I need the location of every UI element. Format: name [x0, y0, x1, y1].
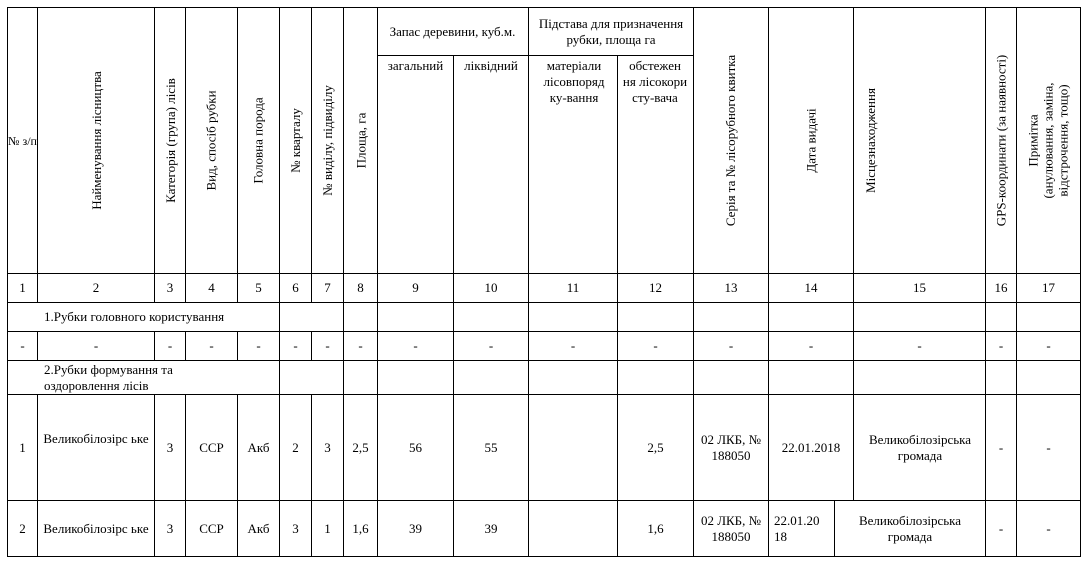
dash-cell: - — [413, 338, 418, 353]
dash-cell: - — [256, 338, 261, 353]
row2-quarter: 3 — [292, 520, 299, 536]
dash-cell: - — [998, 338, 1004, 353]
col-rule — [453, 55, 454, 303]
col-rule — [617, 55, 618, 303]
col-number: 16 — [994, 280, 1008, 295]
row2-note: - — [1046, 520, 1051, 536]
header-species-text: Головна порода — [251, 97, 266, 184]
dash-cell: - — [808, 338, 814, 353]
col-rule — [1016, 302, 1017, 332]
row2-stock-total: 39 — [409, 520, 422, 536]
row1-name: Великобілозірс ьке — [43, 431, 149, 446]
dash-cell: - — [488, 338, 494, 353]
row2-basis-survey: 1,6 — [647, 520, 664, 536]
row2-cut-type: ССР — [199, 520, 224, 536]
header-basis-materials: матеріали лісовпоряд ку-вання — [543, 58, 605, 105]
col-number: 13 — [724, 280, 738, 295]
col-rule — [279, 302, 280, 332]
row1-basis-survey: 2,5 — [647, 439, 664, 455]
header-note-line1: Примітка — [1026, 114, 1042, 167]
dash-cell: - — [917, 338, 922, 353]
col-rule — [37, 500, 38, 557]
col-rule — [377, 360, 378, 395]
dash-cell: - — [325, 338, 330, 353]
col-rule — [453, 302, 454, 332]
col-number: 1 — [19, 280, 26, 295]
row1-section: 3 — [324, 439, 331, 455]
col-rule — [768, 500, 769, 557]
row1-ticket: 02 ЛКБ, № 188050 — [700, 431, 762, 463]
dash-cell: - — [1046, 338, 1051, 353]
col-rule — [528, 302, 529, 332]
header-quarter-text: № кварталу — [288, 108, 303, 173]
dash-cell: - — [293, 338, 298, 353]
dash-cell: - — [358, 338, 363, 353]
col-number: 5 — [255, 280, 262, 295]
section2-title: 2.Рубки формування та оздоровлення лісів — [44, 361, 173, 393]
header-gps-text: GPS-координати (за наявності) — [993, 54, 1009, 227]
col-number: 15 — [913, 280, 926, 295]
header-name — [38, 8, 154, 273]
row1-area: 2,5 — [352, 439, 369, 455]
header-stock-total: загальний — [387, 58, 444, 73]
header-category — [155, 8, 185, 273]
row1-stock-total: 56 — [409, 439, 422, 455]
header-note-text — [1026, 82, 1071, 198]
col-rule — [693, 302, 694, 332]
header-area-text: Площа, га — [353, 112, 369, 169]
col-rule — [985, 302, 986, 332]
col-rule — [853, 360, 854, 395]
row1-date: 22.01.2018 — [781, 439, 841, 455]
row2-basis-materials — [529, 501, 617, 556]
col-number: 8 — [357, 280, 364, 295]
col-rule — [528, 7, 529, 303]
dash-cell: - — [167, 338, 173, 353]
row1-species: Акб — [247, 439, 270, 455]
col-number: 6 — [292, 280, 299, 295]
col-number: 7 — [324, 280, 331, 295]
table-border-right — [1080, 7, 1081, 557]
row2-section: 1 — [324, 520, 331, 536]
header-cut-type-text: Вид, спосіб рубки — [204, 90, 219, 191]
col-rule — [37, 394, 38, 501]
col-rule — [377, 7, 378, 303]
header-date-text: Дата видачі — [803, 108, 819, 173]
col-number: 3 — [166, 280, 174, 295]
col-number: 17 — [1042, 280, 1055, 295]
row2-location: Великобілозірська громада — [858, 512, 962, 544]
row1-basis-materials — [529, 395, 617, 500]
header-location-text: Місцезнаходження — [862, 88, 878, 193]
col-number: 2 — [92, 280, 100, 295]
header-note-line3: відстрочення, тощо) — [1056, 84, 1072, 197]
header-area — [344, 8, 377, 273]
col-rule — [853, 302, 854, 332]
row1-stock-liquid: 55 — [484, 439, 498, 455]
header-num: № з/п — [8, 133, 37, 148]
header-ticket-text: Серія та № лісорубного квитка — [723, 54, 739, 227]
header-note — [1017, 8, 1080, 273]
row1-gps: - — [998, 439, 1004, 455]
row2-stock-liquid: 39 — [484, 520, 498, 536]
header-species — [238, 8, 279, 273]
col-number: 9 — [412, 280, 419, 295]
header-section-text: № виділу, підвиділу — [320, 85, 335, 196]
col-number: 11 — [566, 280, 580, 295]
col-rule — [693, 360, 694, 395]
col-rule — [377, 302, 378, 332]
row2-gps: - — [998, 520, 1004, 536]
section1-title: 1.Рубки головного користування — [44, 309, 225, 324]
col-rule — [343, 360, 344, 395]
header-cut-type — [186, 8, 237, 273]
col-rule — [453, 360, 454, 395]
header-section — [312, 8, 343, 273]
row1-cut-type: ССР — [199, 439, 224, 455]
header-quarter — [280, 8, 311, 273]
row2-category: 3 — [166, 520, 174, 536]
col-rule — [1016, 360, 1017, 395]
row1-quarter: 2 — [292, 439, 299, 455]
header-ticket — [694, 8, 768, 273]
dash-cell: - — [209, 338, 214, 353]
col-rule — [693, 394, 694, 501]
col-rule — [617, 302, 618, 332]
row1-num: 1 — [19, 439, 26, 455]
col-rule — [834, 500, 835, 557]
header-category-text: Категорія (група) лісів — [162, 78, 178, 203]
row2-num: 2 — [19, 520, 26, 536]
header-stock: Запас деревини, куб.м. — [389, 24, 516, 39]
header-name-text: Найменування лісництва — [88, 71, 104, 210]
row1-location: Великобілозірська громада — [868, 431, 972, 463]
col-number: 4 — [208, 280, 215, 295]
header-gps — [986, 8, 1016, 273]
col-rule — [768, 360, 769, 395]
col-rule — [617, 360, 618, 395]
row1-category: 3 — [166, 439, 174, 455]
header-date — [769, 8, 853, 273]
dash-cell: - — [570, 338, 576, 353]
col-rule — [343, 302, 344, 332]
row1-note: - — [1046, 439, 1051, 455]
col-rule — [768, 302, 769, 332]
col-rule — [693, 500, 694, 557]
header-note-line2: (анулювання, заміна, — [1041, 82, 1057, 199]
dash-cell: - — [653, 338, 658, 353]
header-location — [854, 8, 886, 273]
col-rule — [985, 360, 986, 395]
row2-date: 22.01.20 18 — [774, 512, 820, 544]
row2-name: Великобілозірс ьке — [43, 520, 149, 536]
row2-area: 1,6 — [352, 520, 369, 536]
row2-species: Акб — [247, 520, 270, 536]
header-basis: Підстава для призначення рубки, площа га — [538, 16, 684, 47]
col-rule — [853, 394, 854, 501]
row2-ticket: 02 ЛКБ, № 188050 — [700, 512, 762, 544]
dash-cell: - — [20, 338, 25, 353]
col-number: 12 — [649, 280, 662, 295]
col-rule — [279, 360, 280, 395]
dash-cell: - — [93, 338, 99, 353]
header-stock-liquid: ліквідний — [464, 58, 518, 73]
col-number: 14 — [804, 280, 818, 295]
col-number: 10 — [484, 280, 498, 295]
col-rule — [528, 360, 529, 395]
header-basis-survey: обстежен ня лісокори сту-вача — [622, 58, 688, 105]
table-border-bottom — [7, 556, 1081, 557]
dash-cell: - — [728, 338, 734, 353]
